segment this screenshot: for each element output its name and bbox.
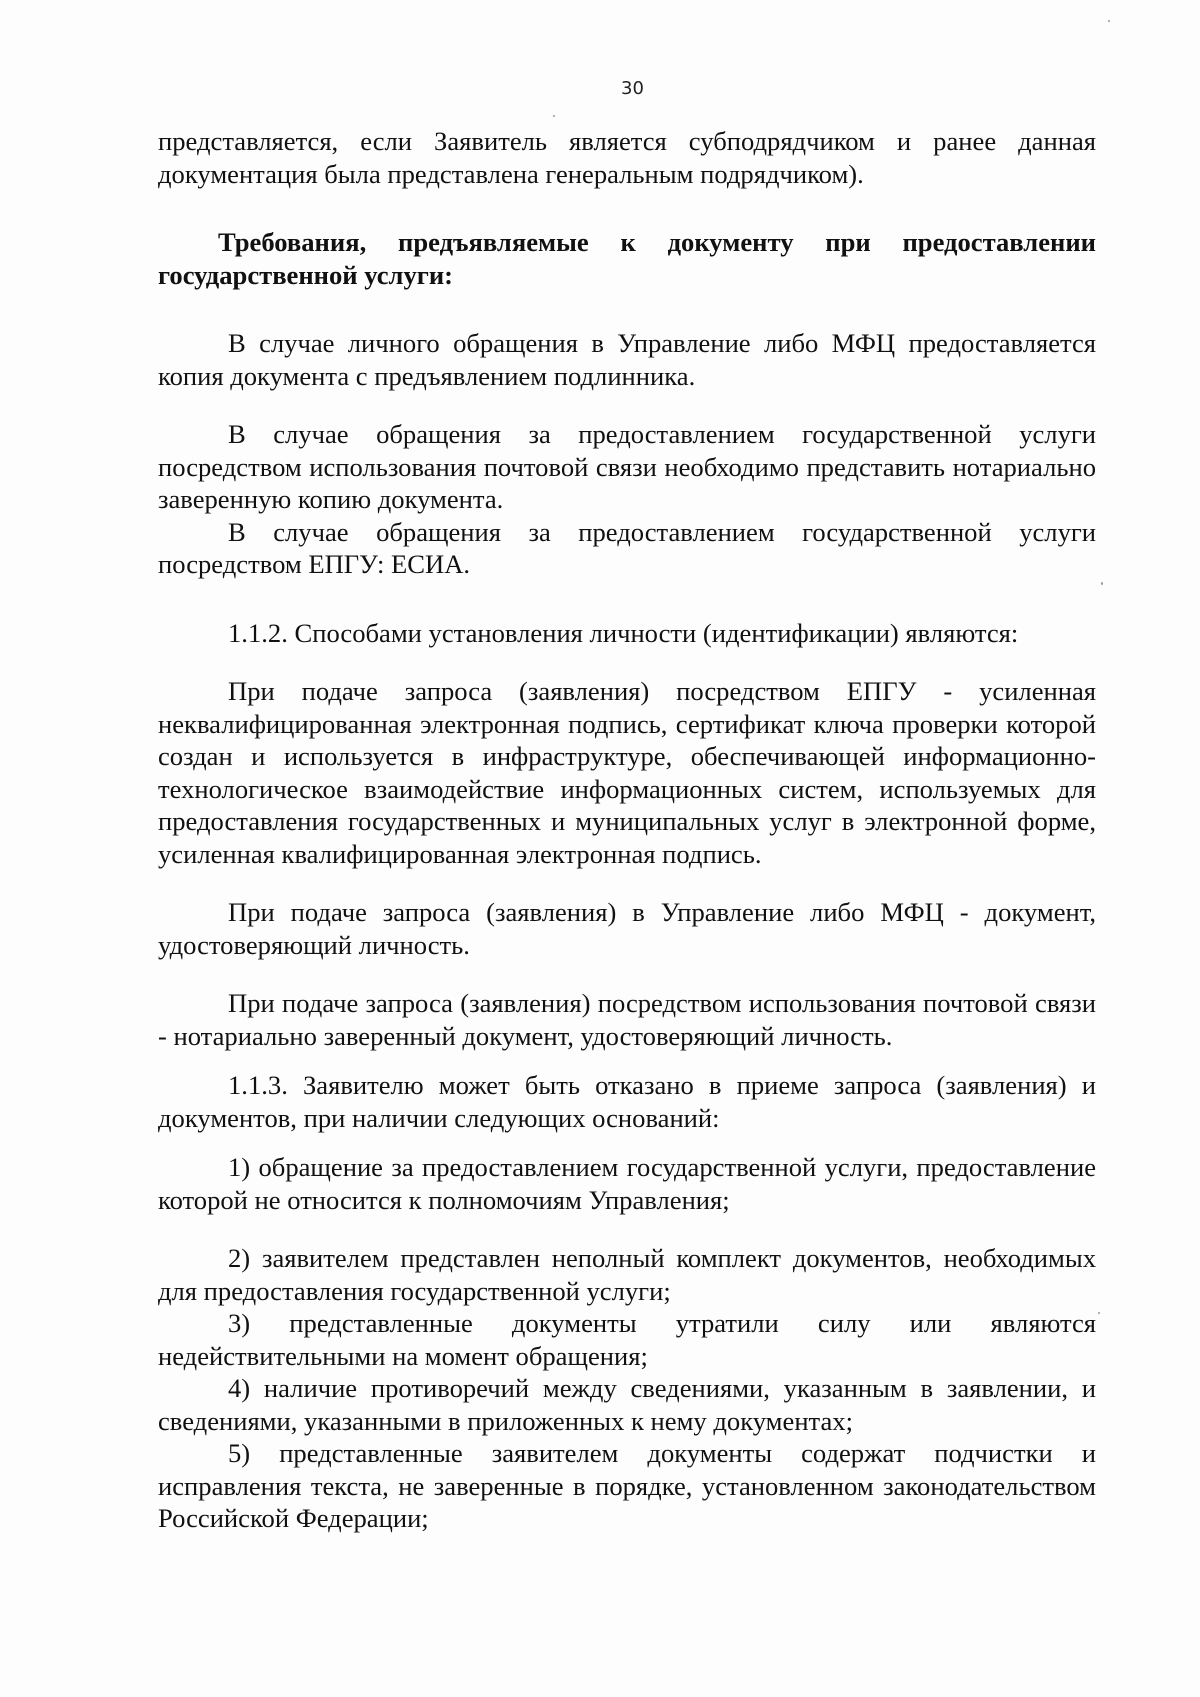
scan-speck xyxy=(1098,1312,1100,1314)
document-body xyxy=(158,125,1096,1535)
scan-speck xyxy=(1108,20,1110,22)
paragraph-epgu-signature: При подаче запроса (заявления) посредством ЕПГУ - усиленная неквалифицированная электронная подпись, сертификат ключа проверки которой создан и используется в инфраструктуре, обеспечивающей информационно-технологическое взаимодействие информационных систем, используемых для предоставления государственных и муниципальных услуг в электронной форме, усиленная квалифицированная электронная подпись. xyxy=(158,676,1096,869)
refusal-reason-4: 4) наличие противоречий между сведениями, указанным в заявлении, и сведениями, указанными в приложенных к нему документах; xyxy=(158,1373,1096,1436)
scan-speck xyxy=(1101,582,1103,585)
paragraph-epgu-appeal: В случае обращения за предоставлением государственной услуги посредством ЕПГУ: ЕСИА. xyxy=(158,516,1096,579)
refusal-reason-3: 3) представленные документы утратили силу или являются недействительными на момент обращения; xyxy=(158,1308,1096,1371)
clause-1-1-2: 1.1.2. Способами установления личности (идентификации) являются: xyxy=(228,617,1019,648)
page-number: 30 xyxy=(621,78,644,99)
paragraph-office-identity: При подаче запроса (заявления) в Управление либо МФЦ - документ, удостоверяющий личность. xyxy=(158,897,1096,960)
paragraph-postal-identity: При подаче запроса (заявления) посредством использования почтовой связи - нотариально заверенный документ, удостоверяющий личность. xyxy=(158,988,1096,1051)
clause-1-1-3: 1.1.3. Заявителю может быть отказано в приеме запроса (заявления) и документов, при наличии следующих оснований: xyxy=(158,1070,1096,1133)
paragraph-continuation: представляется, если Заявитель является субподрядчиком и ранее данная документация была представлена генеральным подрядчиком). xyxy=(158,126,1096,189)
refusal-reason-5: 5) представленные заявителем документы содержат подчистки и исправления текста, не заверенные в порядке, установленном законодательством Российской Федерации; xyxy=(158,1438,1096,1533)
paragraph-personal-appeal: В случае личного обращения в Управление либо МФЦ предоставляется копия документа с предъявлением подлинника. xyxy=(158,328,1096,391)
section-heading: Требования, предъявляемые к документу при предоставлении государственной услуги: xyxy=(158,227,1096,290)
paragraph-postal-appeal: В случае обращения за предоставлением государственной услуги посредством использования почтовой связи необходимо представить нотариально заверенную копию документа. xyxy=(158,419,1096,514)
refusal-reason-2: 2) заявителем представлен неполный комплект документов, необходимых для предоставления государственной услуги; xyxy=(158,1243,1096,1306)
refusal-reason-1: 1) обращение за предоставлением государственной услуги, предоставление которой не относится к полномочиям Управления; xyxy=(158,1152,1096,1215)
scan-speck xyxy=(553,115,555,117)
